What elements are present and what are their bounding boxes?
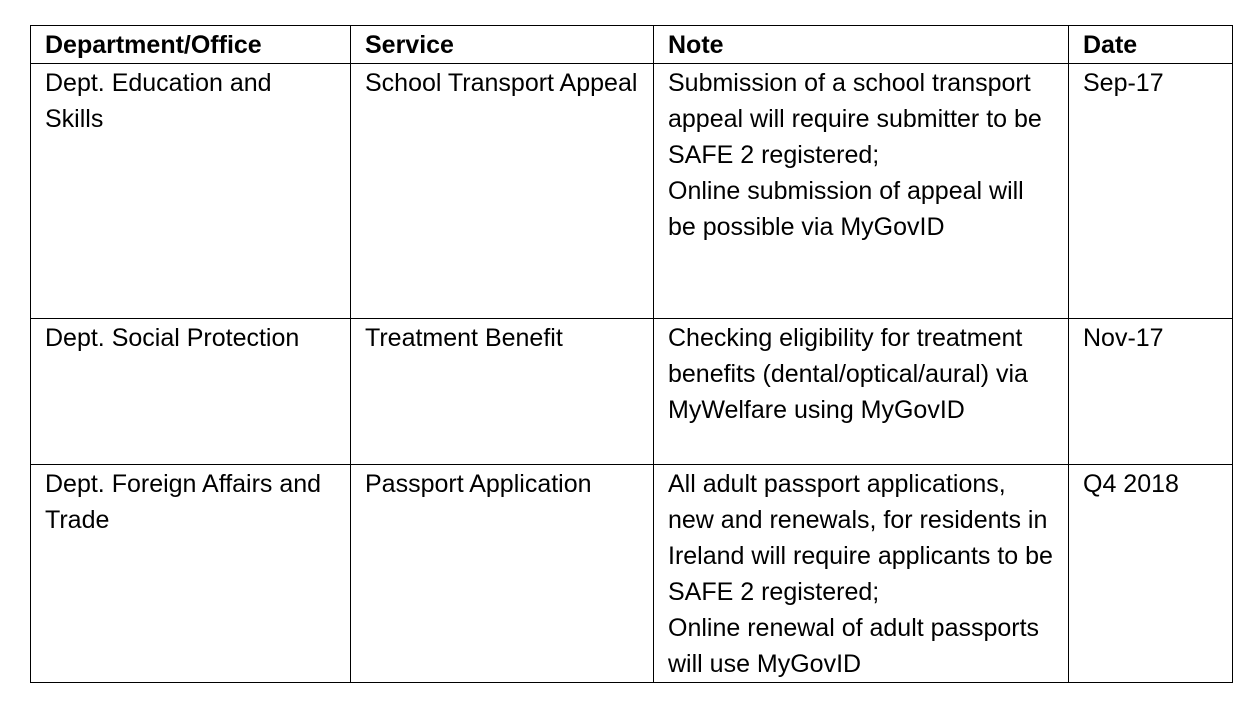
note-line: Submission of a school transport appeal will require submitter to be SAFE 2 registered; bbox=[668, 69, 1042, 169]
note-line: Online renewal of adult passports will use MyGovID bbox=[668, 614, 1040, 678]
header-service: Service bbox=[351, 26, 654, 64]
cell-department: Dept. Foreign Affairs and Trade bbox=[31, 465, 351, 683]
cell-note bbox=[654, 465, 1069, 683]
cell-date: Q4 2018 bbox=[1069, 465, 1233, 683]
table-header-row bbox=[31, 26, 1233, 64]
header-department: Department/Office bbox=[31, 26, 351, 64]
note-line: All adult passport applications, new and renewals, for residents in Ireland will require applicants to be SAFE 2 registered; bbox=[668, 470, 1053, 606]
cell-note bbox=[654, 319, 1069, 465]
note-line: Checking eligibility for treatment benefits (dental/optical/aural) via MyWelfare using MyGovID bbox=[668, 324, 1028, 424]
cell-service: Treatment Benefit bbox=[351, 319, 654, 465]
cell-department: Dept. Social Protection bbox=[31, 319, 351, 465]
table-row bbox=[31, 465, 1233, 683]
table-row bbox=[31, 319, 1233, 465]
cell-department: Dept. Education and Skills bbox=[31, 64, 351, 319]
table-row bbox=[31, 64, 1233, 319]
cell-service: Passport Application bbox=[351, 465, 654, 683]
cell-service: School Transport Appeal bbox=[351, 64, 654, 319]
cell-date: Nov-17 bbox=[1069, 319, 1233, 465]
services-table bbox=[30, 25, 1233, 683]
cell-date: Sep-17 bbox=[1069, 64, 1233, 319]
note-line: Online submission of appeal will be possible via MyGovID bbox=[668, 177, 1024, 241]
header-note: Note bbox=[654, 26, 1069, 64]
cell-note bbox=[654, 64, 1069, 319]
header-date: Date bbox=[1069, 26, 1233, 64]
